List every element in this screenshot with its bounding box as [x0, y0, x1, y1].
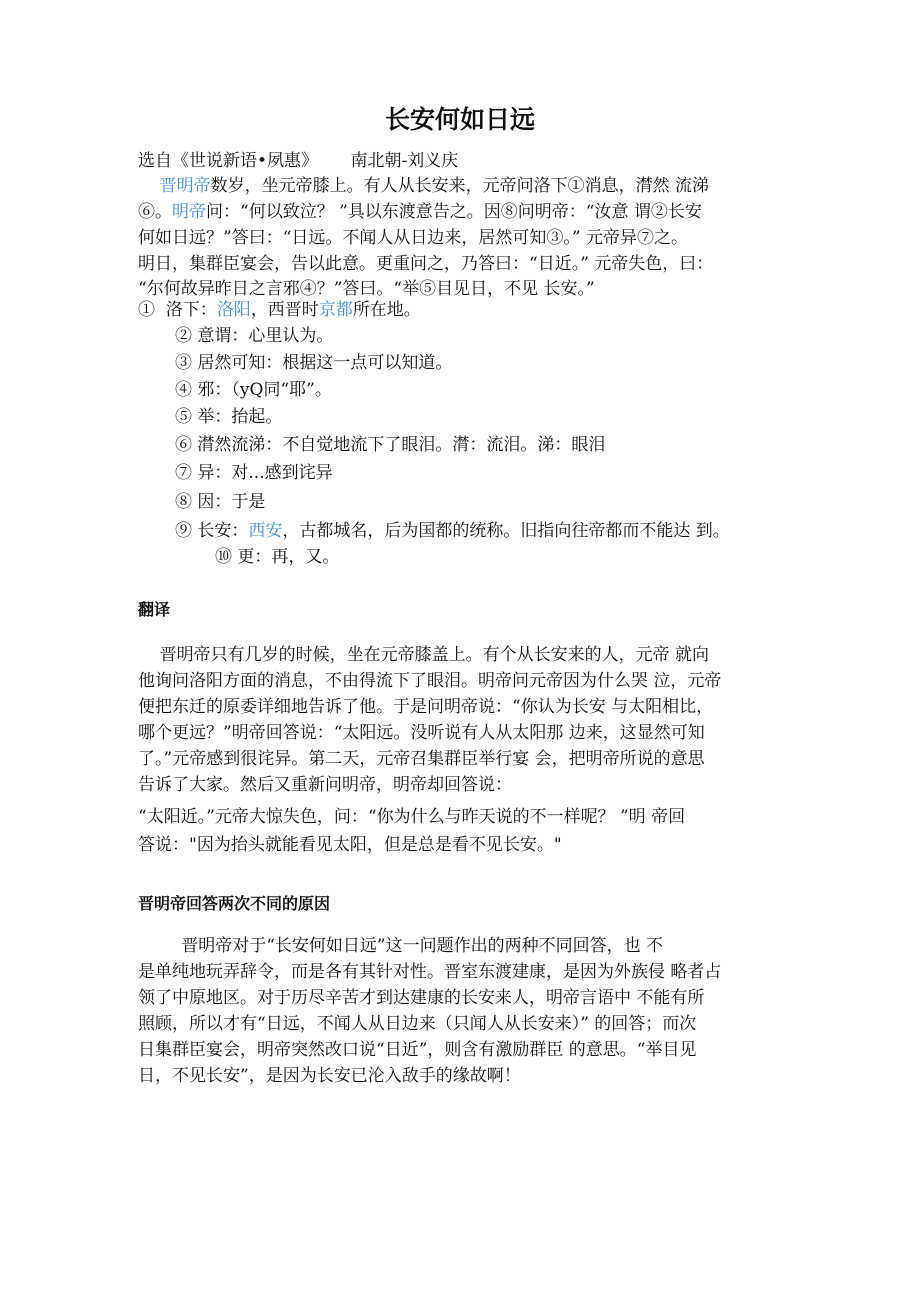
text-segment: 数岁，坐元帝膝上。有人从长安来，元帝问洛下①消息，潸然 流涕 — [210, 176, 710, 196]
notes-line — [175, 462, 333, 484]
text-segment: ① 洛下： — [138, 300, 217, 320]
text-segment — [138, 176, 160, 196]
translation-line — [138, 748, 705, 770]
text-segment: 日，不见长安”，是因为长安已沦入敌手的缘故啊！ — [138, 1066, 521, 1086]
original-line — [138, 201, 702, 223]
text-segment: ⑦ 异：对...感到诧异 — [175, 463, 333, 483]
text-segment: ⑨ 长安： — [175, 521, 249, 541]
text-segment: ⑤ 举：抬起。 — [175, 407, 283, 427]
text-segment: 告诉了大家。然后又重新问明帝，明帝却回答说： — [138, 775, 512, 795]
notes-line — [138, 299, 421, 321]
translation-line — [138, 722, 705, 744]
text-segment: ⑧ 因：于是 — [175, 492, 266, 512]
notes-line — [175, 406, 282, 428]
translation-line — [138, 644, 709, 666]
text-segment: 所在地。 — [352, 300, 421, 320]
link[interactable]: 洛阳 — [216, 300, 251, 320]
text-segment: 照顾，所以才有“日远，不闻人从日边来（只闻人从长安来）” 的回答；而次 — [138, 1014, 697, 1034]
notes-line — [175, 325, 333, 347]
text-segment: ④ 邪：（yQ同“耶”。 — [175, 380, 332, 400]
text-segment: ，西晋时 — [250, 300, 319, 320]
text-segment: 日集群臣宴会，明帝突然改口说“日近”，则含有激励群臣 的意思。“举目见 — [138, 1040, 697, 1060]
text-segment: 晋明帝只有几岁的时候，坐在元帝膝盖上。有个从长安来的人，元帝 就向 — [138, 645, 710, 665]
translation-line — [138, 670, 721, 692]
text-segment: ⑥ 潸然流涕：不自觉地流下了眼泪。潸：流泪。涕：眼泪 — [175, 435, 606, 455]
text-segment: 领了中原地区。对于历尽辛苦才到达建康的长安来人，明帝言语中 不能有所 — [138, 988, 705, 1008]
text-segment: 何如日远？”答曰：“日远。不闻人从日边来，居然可知③。” 元帝异⑦之。 — [138, 228, 688, 248]
text-segment: “尔何故异昨日之言邪④？”答曰。“举⑤目见日，不见 长安。” — [138, 279, 595, 299]
translation-line — [138, 806, 685, 828]
translation-line — [138, 834, 562, 856]
text-segment: 他询问洛阳方面的消息，不由得流下了眼泪。明帝问元帝因为什么哭 泣，元帝 — [138, 671, 722, 691]
text-segment: ⑥。 — [138, 202, 172, 222]
notes-line — [175, 352, 452, 374]
original-line — [138, 278, 595, 300]
reason-line — [138, 961, 721, 983]
text-segment: ③ 居然可知：根据这一点可以知道。 — [175, 353, 453, 373]
text-segment: 便把东迁的原委详细地告诉了他。于是问明帝说：“你认为长安 与太阳相比， — [138, 697, 714, 717]
notes-line — [175, 491, 265, 513]
original-line — [138, 175, 709, 197]
translation-line — [138, 774, 512, 796]
notes-line — [175, 434, 605, 456]
text-segment: ，古都城名，后为国都的统称。旧指向往帝都而不能达 到。 — [282, 521, 730, 541]
link[interactable]: 晋明帝 — [159, 176, 211, 196]
text-segment: “太阳近。”元帝大惊失色，问：“你为什么与昨天说的不一样呢？ ”明 帝回 — [138, 807, 686, 827]
notes-line — [175, 379, 332, 401]
text-segment: 问：“何以致泣？ ”具以东渡意告之。因⑧问明帝：“汝意 谓②长安 — [206, 202, 702, 222]
notes-line — [215, 546, 339, 568]
reason-line — [138, 935, 663, 957]
text-segment: 哪个更远？”明帝回答说：“太阳远。没听说有人从太阳那 边来，这显然可知 — [138, 723, 705, 743]
reason-line — [138, 1013, 696, 1035]
text-segment: 了。”元帝感到很诧异。第二天，元帝召集群臣举行宴 会，把明帝所说的意思 — [138, 749, 705, 769]
original-line — [138, 227, 688, 249]
text-segment: 明日，集群臣宴会，告以此意。更重问之，乃答曰：“日近。” 元帝失色，曰： — [138, 254, 714, 274]
page-title: 长安何如日远 — [384, 105, 535, 134]
text-segment: 是单纯地玩弄辞令，而是各有其针对性。晋室东渡建康，是因为外族侵 略者占 — [138, 962, 722, 982]
notes-line — [175, 520, 730, 542]
reason-line — [138, 987, 704, 1009]
reason-line — [138, 1039, 696, 1061]
translation-line — [138, 696, 713, 718]
text-segment: 晋明帝对于“长安何如日远”这一问题作出的两种不同回答，也 不 — [138, 936, 664, 956]
reason-line — [138, 1065, 521, 1087]
reason-heading: 晋明帝回答两次不同的原因 — [138, 894, 331, 913]
text-segment: 答说："因为抬头就能看见太阳，但是总是看不见长安。" — [138, 835, 562, 855]
link[interactable]: 京都 — [318, 300, 353, 320]
original-line — [138, 253, 713, 275]
source-line: 选自《世说新语•夙惠》 南北朝-刘义庆 — [138, 151, 459, 171]
text-segment: ② 意谓：心里认为。 — [175, 326, 334, 346]
translation-heading: 翻译 — [138, 600, 171, 619]
link[interactable]: 明帝 — [172, 202, 206, 222]
text-segment: ⑩ 更：再，又。 — [215, 547, 340, 567]
link[interactable]: 西安 — [248, 521, 283, 541]
